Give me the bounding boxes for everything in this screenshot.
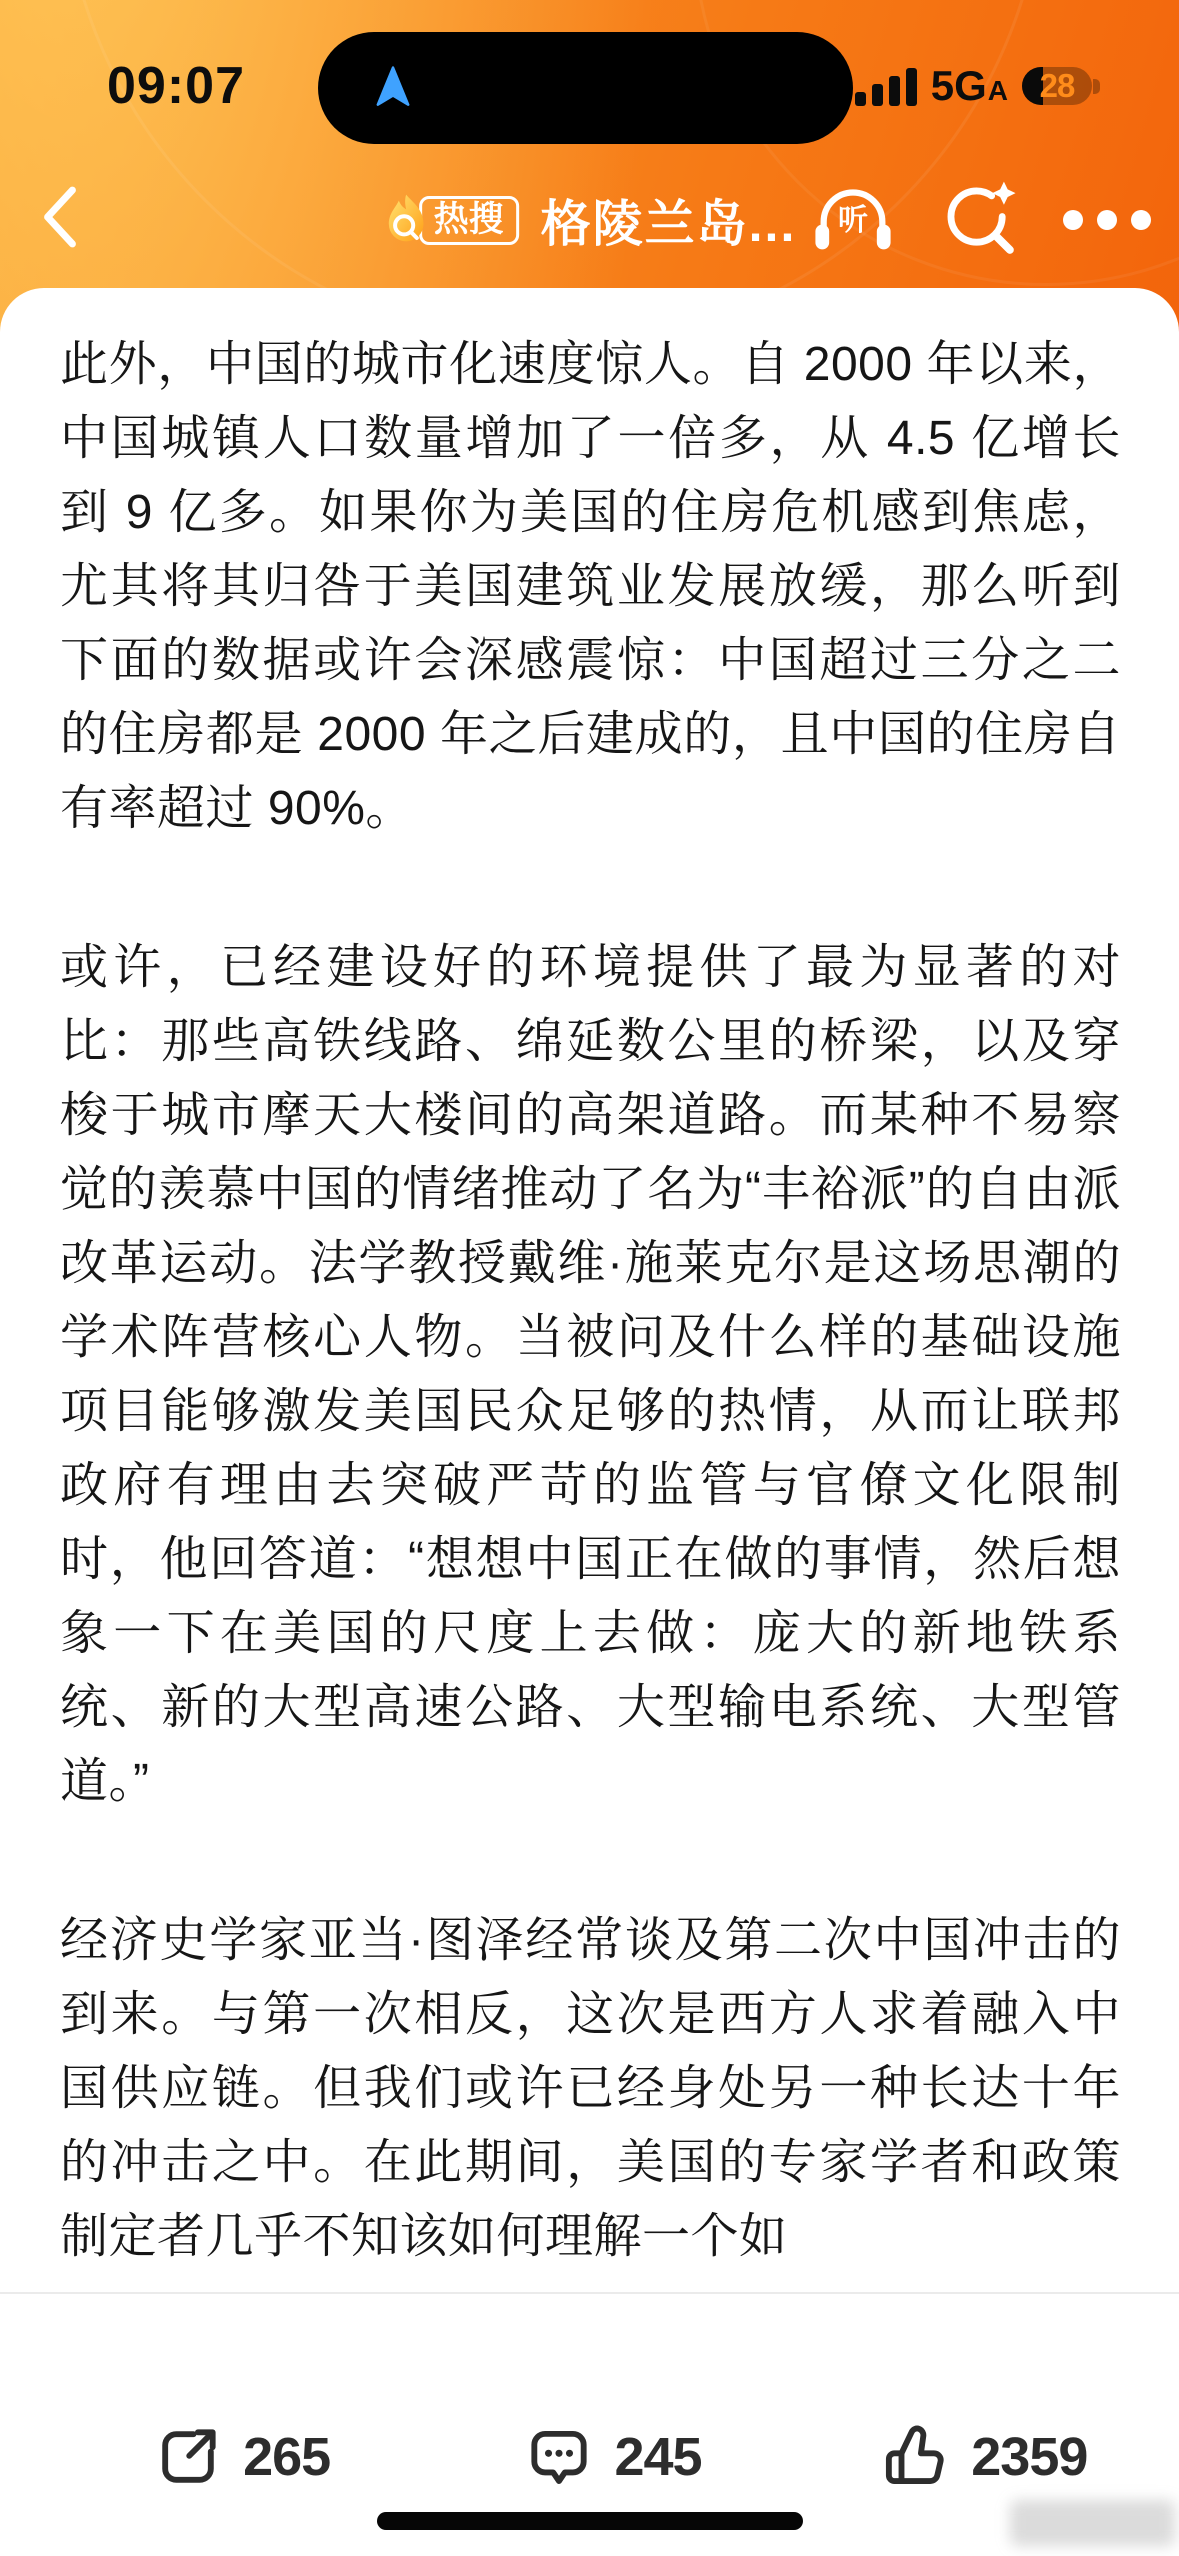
battery-indicator	[1022, 66, 1100, 106]
thumbs-up-icon	[879, 2420, 953, 2494]
battery-cap	[1093, 79, 1100, 94]
navigation-arrow-icon	[368, 63, 418, 113]
article-paragraph: 经济史学家亚当·图泽经常谈及第二次中国冲击的到来。与第一次相反，这次是西方人求着融入中国供应链。但我们或许已经身处另一种长达十年的冲击之中。在此期间，美国的专家学者和政策制定者几乎不知该如何理解一个如	[60, 1914, 1121, 2263]
nav-actions	[809, 152, 1151, 288]
status-right-cluster	[855, 62, 1100, 110]
more-button[interactable]	[1063, 210, 1151, 230]
article-paragraph: 此外，中国的城市化速度惊人。自 2000 年以来，中国城镇人口数量增加了一倍多，从 4.5 亿增长到 9 亿多。如果你为美国的住房危机感到焦虑，尤其将其归咎于美国建筑业发展放缓，那么听到下面的数据或许会深感震惊：中国超过三分之二的住房都是 2000 年之后建成的，且中国的住房自有率超过 90%。	[60, 338, 1121, 835]
comment-button[interactable]	[426, 2420, 797, 2494]
like-count: 2359	[971, 2427, 1088, 2487]
signal-strength-icon	[855, 66, 917, 106]
share-icon	[151, 2420, 225, 2494]
chevron-left-icon	[39, 186, 81, 248]
comment-icon	[522, 2420, 596, 2494]
page-title: 格陵兰岛...	[540, 196, 797, 252]
battery-percent: 28	[1039, 67, 1075, 104]
home-indicator[interactable]	[377, 2512, 803, 2530]
more-icon	[1063, 210, 1083, 230]
back-button[interactable]	[24, 162, 96, 272]
share-button[interactable]	[55, 2420, 426, 2494]
network-suffix: A	[987, 75, 1008, 106]
like-button[interactable]	[798, 2420, 1169, 2494]
share-count: 265	[243, 2427, 331, 2487]
article-body	[0, 288, 1179, 2292]
network-label: 5G	[930, 62, 987, 109]
listen-label: 听	[838, 203, 868, 237]
nav-title-group[interactable]	[383, 152, 797, 288]
article-paragraph: 或许，已经建设好的环境提供了最为显著的对比：那些高铁线路、绵延数公里的桥梁，以及穿梭于城市摩天大楼间的高架道路。而某种不易察觉的羡慕中国的情绪推动了名为“丰裕派”的自由派改革运动。法学教授戴维·施莱克尔是这场思潮的学术阵营核心人物。当被问及什么样的基础设施项目能够激发美国民众足够的热情，从而让联邦政府有理由去突破严苛的监管与官僚文化限制时，他回答道：“想想中国正在做的事情，然后想象一下在美国的尺度上去做：庞大的新地铁系统、新的大型高速公路、大型输电系统、大型管道。”	[60, 941, 1121, 1808]
article-card	[0, 288, 1179, 2556]
nav-bar	[0, 152, 1179, 288]
hot-search-badge[interactable]	[383, 192, 519, 248]
hot-search-label: 热搜	[419, 196, 519, 245]
status-bar	[0, 0, 1179, 150]
listen-button[interactable]	[809, 180, 897, 260]
sparkle-search-icon	[939, 179, 1021, 261]
network-type	[931, 62, 1008, 110]
ai-search-button[interactable]	[939, 179, 1021, 261]
status-time: 09:07	[107, 57, 245, 115]
comment-count: 245	[614, 2427, 702, 2487]
watermark	[1010, 2500, 1175, 2546]
dynamic-island[interactable]	[318, 32, 853, 144]
hot-search-flame-icon	[383, 192, 429, 248]
